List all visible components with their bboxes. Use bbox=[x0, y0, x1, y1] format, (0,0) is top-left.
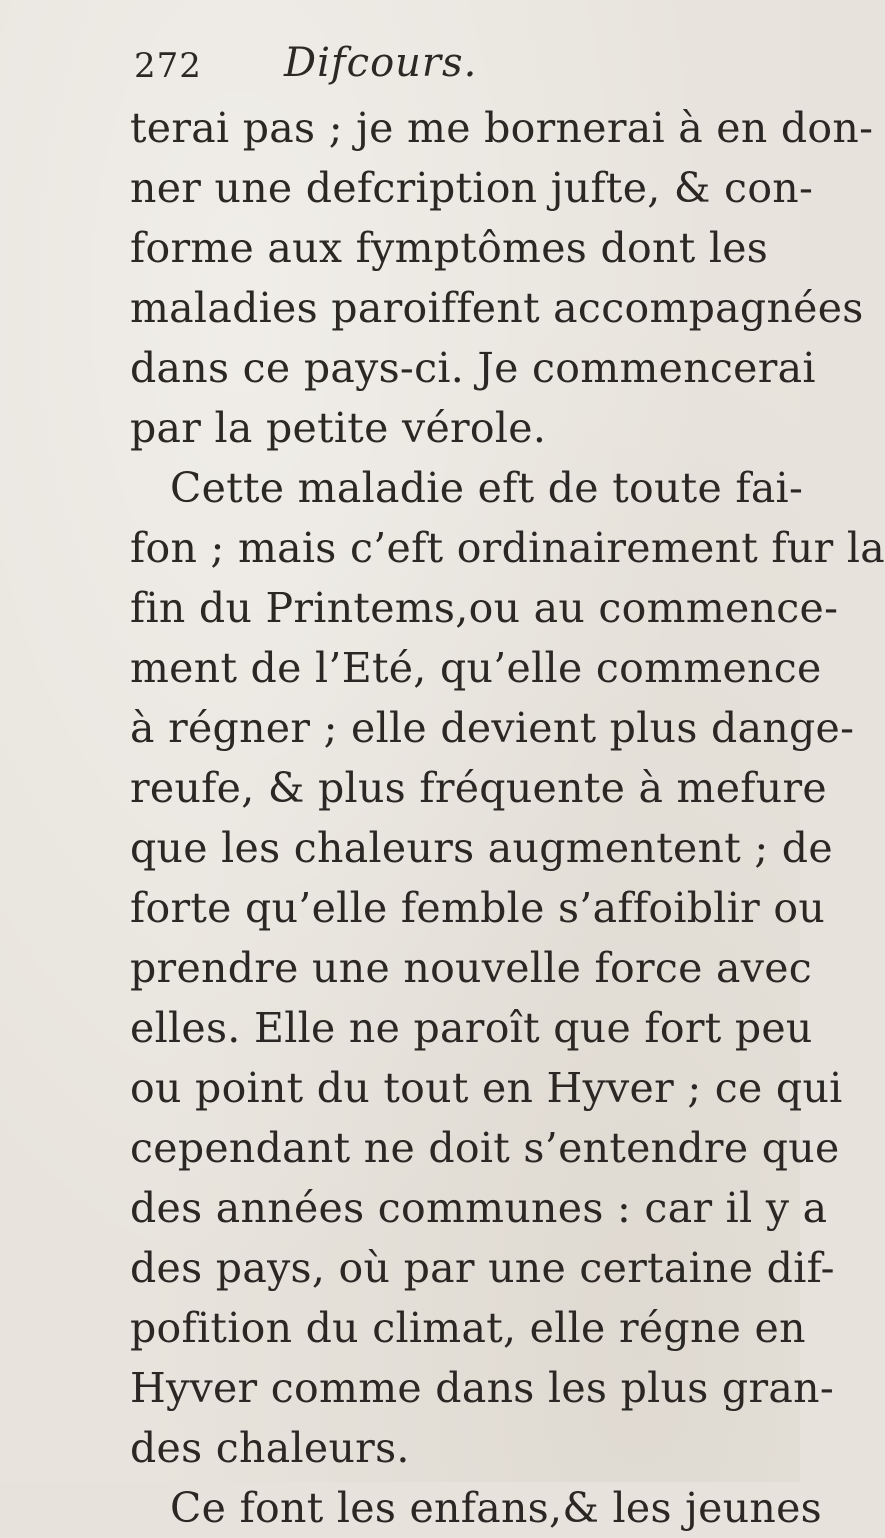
text-line: des pays, où par une certaine dif- bbox=[130, 1244, 835, 1292]
running-head: Difcours. bbox=[284, 40, 478, 86]
page-header bbox=[134, 40, 634, 96]
text-line: par la petite vérole. bbox=[130, 404, 547, 452]
text-line: maladies paroiffent accompagnées bbox=[130, 284, 864, 332]
text-line: cependant ne doit s’entendre que bbox=[130, 1124, 840, 1172]
body-text bbox=[130, 98, 885, 1538]
text-line: pofition du climat, elle régne en bbox=[130, 1304, 806, 1352]
text-line: forme aux fymptômes dont les bbox=[130, 224, 769, 272]
paragraph-start-line: Cette maladie eft de toute fai- bbox=[170, 464, 804, 512]
text-line: Hyver comme dans les plus gran- bbox=[130, 1364, 834, 1412]
text-line: elles. Elle ne paroît que fort peu bbox=[130, 1004, 813, 1052]
text-line: fin du Printems,ou au commence- bbox=[130, 584, 839, 632]
text-line: reufe, & plus fréquente à mefure bbox=[130, 764, 827, 812]
text-line: forte qu’elle femble s’affoiblir ou bbox=[130, 884, 826, 932]
text-line: dans ce pays-ci. Je commencerai bbox=[130, 344, 816, 392]
text-line: ner une defcription jufte, & con- bbox=[130, 164, 814, 212]
text-line: des années communes : car il y a bbox=[130, 1184, 828, 1232]
text-line: ou point du tout en Hyver ; ce qui bbox=[130, 1064, 843, 1112]
page-number: 272 bbox=[134, 46, 202, 86]
text-line: à régner ; elle devient plus dange- bbox=[130, 704, 855, 752]
text-line: prendre une nouvelle force avec bbox=[130, 944, 813, 992]
text-line: des chaleurs. bbox=[130, 1424, 410, 1472]
paragraph-start-line: Ce font les enfans,& les jeunes bbox=[170, 1484, 823, 1532]
text-line: ment de l’Eté, qu’elle commence bbox=[130, 644, 822, 692]
text-line: que les chaleurs augmentent ; de bbox=[130, 824, 833, 872]
text-line: terai pas ; je me bornerai à en don- bbox=[130, 104, 874, 152]
text-line: fon ; mais c’eft ordinairement fur la bbox=[130, 524, 885, 572]
